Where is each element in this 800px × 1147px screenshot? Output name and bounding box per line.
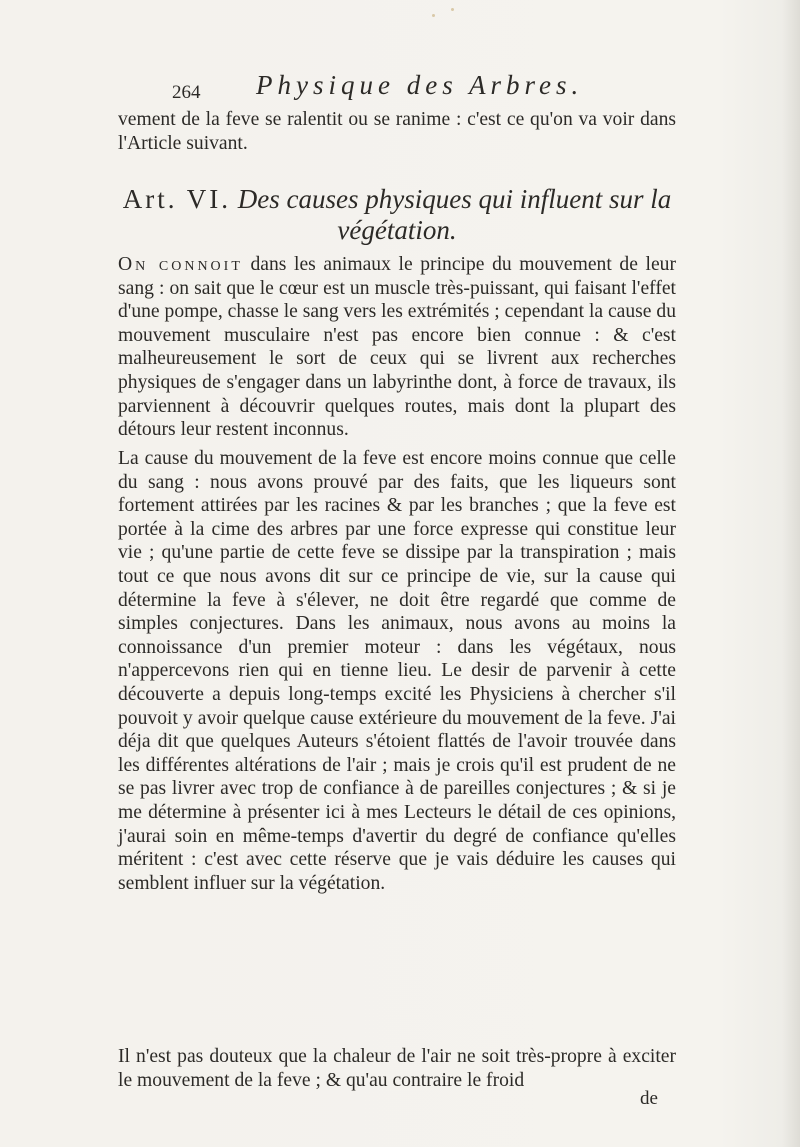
running-title: Physique des Arbres. xyxy=(256,70,584,100)
intro-paragraph xyxy=(118,108,676,155)
page-number: 264 xyxy=(172,82,201,103)
paragraph-2 xyxy=(118,447,676,895)
paragraph-3 xyxy=(118,1045,676,1092)
intro-text: vement de la feve se ralentit ou se ranime : c'est ce qu'on va voir dans l'Article suivant. xyxy=(118,109,676,154)
paragraph-text: dans les animaux le principe du mouvement de leur sang : on sait que le cœur est un muscle très-puissant, qui faisant l'effet d'une pompe, chasse le sang vers les extrémités ; cependant la cause du mouvement musculaire n'est pas encore bien connue : & c'est malheureusement le sort de ceux qui se livrent aux recherches physiques de s'engager dans un labyrinthe dont, à force de travaux, ils parviennent à découvrir quelques routes, mais dont la plupart des détours leur restent inconnus. xyxy=(118,254,676,441)
paragraph-text: Il n'est pas douteux que la chaleur de l'air ne soit très-propre à exciter le mouvement de la feve ; & qu'au contraire le froid xyxy=(118,1046,676,1091)
paragraph-lead-smallcaps: On connoit xyxy=(118,254,243,275)
catchword: de xyxy=(640,1088,658,1109)
article-title: Des causes physiques qui influent sur la végétation. xyxy=(237,184,672,245)
page-header xyxy=(172,68,692,106)
paper-foxing-spot xyxy=(432,14,435,17)
article-number: Art. VI. xyxy=(122,184,232,214)
page-edge-shadow xyxy=(782,0,800,1147)
article-heading xyxy=(118,184,676,246)
paragraph-1 xyxy=(118,253,676,442)
paragraph-text: La cause du mouvement de la feve est encore moins connue que celle du sang : nous avons prouvé par des faits, que les liqueurs sont fortement attirées par les racines & par les branches ; que la feve est portée à la cime des arbres par une force expresse qui constitue leur vie ; qu'une partie de cette feve se dissipe par la transpiration ; mais tout ce que nous avons dit sur ce principe de vie, sur la cause qui détermine la feve à s'élever, ne doit être regardé que comme de simples conjectures. Dans les animaux, nous avons au moins la connoissance d'un premier moteur : dans les végétaux, nous n'appercevons rien qui en tienne lieu. Le desir de parvenir à cette découverte a depuis long-temps excité les Physiciens à chercher s'il pouvoit y avoir quelque cause extérieure du mouvement de la feve. J'ai déja dit que quelques Auteurs s'étoient flattés de l'avoir trouvée dans les différentes altérations de l'air ; mais je crois qu'il est prudent de ne se pas livrer avec trop de confiance à de pareilles conjectures ; & si je me détermine à présenter ici à mes Lecteurs le détail de ces opinions, j'aurai soin en même-temps d'avertir du degré de confiance qu'elles méritent : c'est avec cette réserve que je vais déduire les causes qui semblent influer sur la végétation. xyxy=(118,448,676,894)
paper-foxing-spot xyxy=(451,8,454,11)
